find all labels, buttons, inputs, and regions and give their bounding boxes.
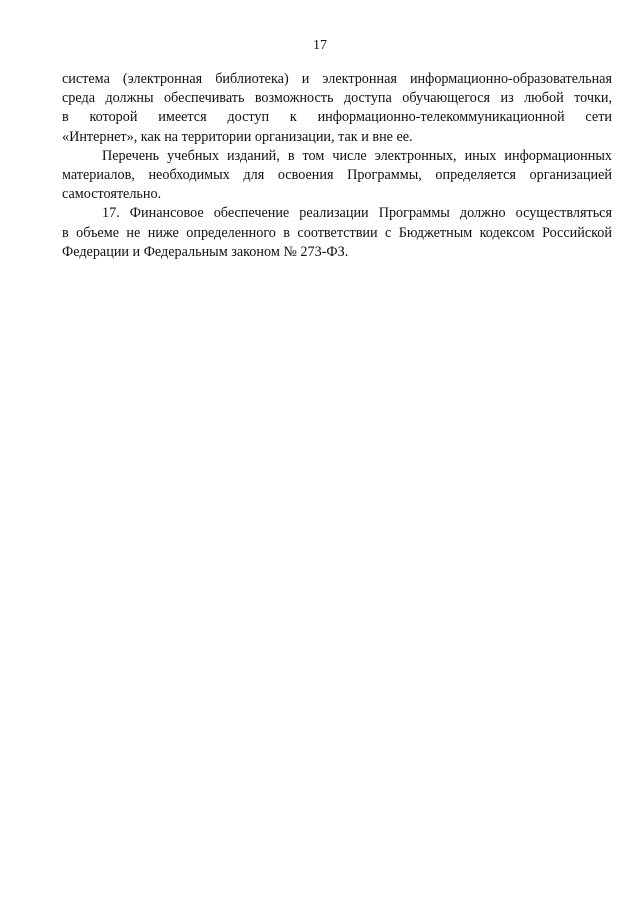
text-line: материалов, необходимых для освоения Программы, определяется организацией — [62, 167, 612, 184]
text-line: Федерации и Федеральным законом № 273-ФЗ. — [62, 243, 349, 260]
text-line: в которой имеется доступ к информационно-телекоммуникационной сети — [62, 109, 612, 126]
text-line: Перечень учебных изданий, в том числе электронных, иных информационных — [102, 147, 612, 164]
paragraph-materials — [62, 147, 612, 205]
paragraph-financing — [62, 204, 612, 262]
text-line: самостоятельно. — [62, 186, 162, 203]
document-body — [62, 70, 612, 262]
page-number: 17 — [313, 38, 327, 53]
text-line: среда должны обеспечивать возможность доступа обучающегося из любой точки, — [62, 90, 612, 107]
paragraph-access — [62, 70, 612, 147]
text-line: 17. Финансовое обеспечение реализации Программы должно осуществляться — [102, 205, 612, 222]
text-line: в объеме не ниже определенного в соответствии с Бюджетным кодексом Российской — [62, 224, 612, 241]
text-line: система (электронная библиотека) и электронная информационно-образовательная — [62, 71, 612, 87]
text-line: «Интернет», как на территории организации, так и вне ее. — [62, 128, 413, 145]
